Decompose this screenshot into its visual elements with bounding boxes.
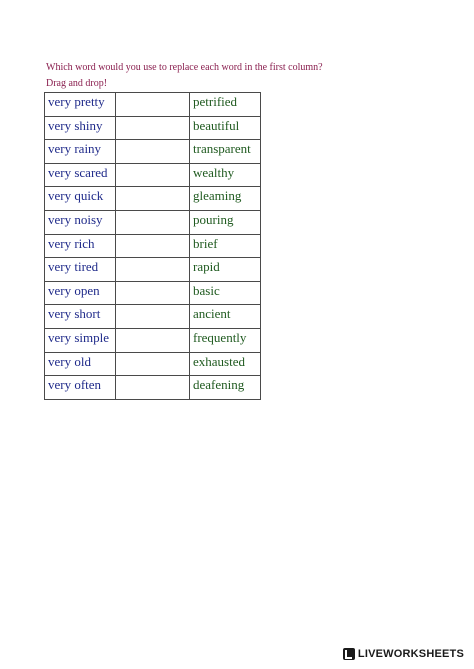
draggable-word[interactable]: deafening	[190, 376, 261, 400]
table-row	[45, 163, 261, 187]
draggable-word[interactable]: basic	[190, 281, 261, 305]
instruction-question: Which word would you use to replace each word in the first column?	[46, 62, 323, 73]
phrase-cell: very tired	[45, 258, 116, 282]
drop-zone[interactable]	[116, 140, 190, 164]
liveworksheets-logo-icon	[343, 648, 355, 660]
table-row	[45, 210, 261, 234]
drop-zone[interactable]	[116, 376, 190, 400]
instruction-drag-drop: Drag and drop!	[46, 78, 108, 89]
instructions	[46, 60, 323, 92]
phrase-cell: very often	[45, 376, 116, 400]
table-row	[45, 93, 261, 117]
table-row	[45, 376, 261, 400]
table-row	[45, 352, 261, 376]
phrase-cell: very scared	[45, 163, 116, 187]
draggable-word[interactable]: transparent	[190, 140, 261, 164]
draggable-word[interactable]: petrified	[190, 93, 261, 117]
drop-zone[interactable]	[116, 305, 190, 329]
draggable-word[interactable]: brief	[190, 234, 261, 258]
draggable-word[interactable]: pouring	[190, 210, 261, 234]
drop-zone[interactable]	[116, 234, 190, 258]
phrase-cell: very open	[45, 281, 116, 305]
liveworksheets-logo	[343, 648, 464, 660]
draggable-word[interactable]: exhausted	[190, 352, 261, 376]
phrase-cell: very shiny	[45, 116, 116, 140]
drop-zone[interactable]	[116, 210, 190, 234]
phrase-cell: very quick	[45, 187, 116, 211]
drop-zone[interactable]	[116, 116, 190, 140]
table-row	[45, 281, 261, 305]
draggable-word[interactable]: ancient	[190, 305, 261, 329]
drop-zone[interactable]	[116, 281, 190, 305]
logo-text: LIVEWORKSHEETS	[357, 648, 464, 660]
table-row	[45, 140, 261, 164]
drop-zone[interactable]	[116, 163, 190, 187]
phrase-cell: very short	[45, 305, 116, 329]
draggable-word[interactable]: frequently	[190, 328, 261, 352]
matching-table	[44, 92, 261, 400]
phrase-cell: very simple	[45, 328, 116, 352]
table-row	[45, 258, 261, 282]
table-row	[45, 328, 261, 352]
draggable-word[interactable]: gleaming	[190, 187, 261, 211]
drop-zone[interactable]	[116, 352, 190, 376]
table-row	[45, 116, 261, 140]
phrase-cell: very rainy	[45, 140, 116, 164]
draggable-word[interactable]: beautiful	[190, 116, 261, 140]
draggable-word[interactable]: rapid	[190, 258, 261, 282]
drop-zone[interactable]	[116, 258, 190, 282]
drop-zone[interactable]	[116, 93, 190, 117]
table-row	[45, 187, 261, 211]
phrase-cell: very pretty	[45, 93, 116, 117]
table-row	[45, 305, 261, 329]
draggable-word[interactable]: wealthy	[190, 163, 261, 187]
phrase-cell: very rich	[45, 234, 116, 258]
drop-zone[interactable]	[116, 328, 190, 352]
phrase-cell: very old	[45, 352, 116, 376]
table-row	[45, 234, 261, 258]
drop-zone[interactable]	[116, 187, 190, 211]
phrase-cell: very noisy	[45, 210, 116, 234]
